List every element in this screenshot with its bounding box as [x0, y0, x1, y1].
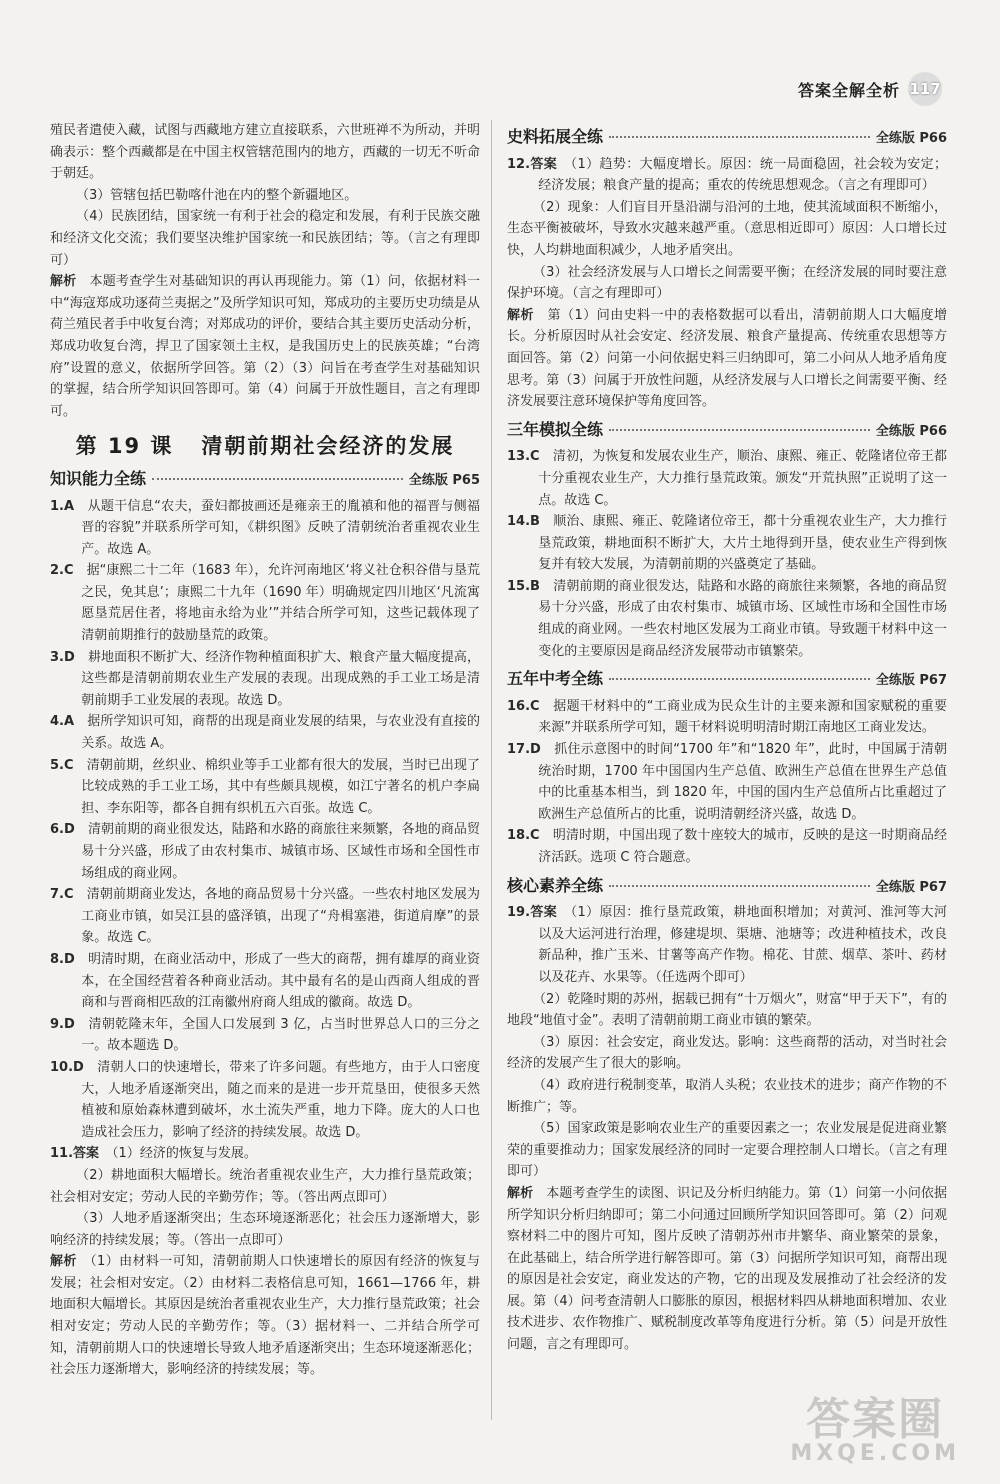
answer-item	[507, 825, 947, 868]
answer-item	[507, 446, 947, 511]
answer-item	[50, 1057, 480, 1143]
item-text: 据所学知识可知，商帮的出现是商业发展的结果，与农业没有直接的关系。故选 A。	[81, 714, 480, 752]
item-text: 明清时期，中国出现了数十座较大的城市，反映的是这一时期商品经济活跃。选项 C 符合题意。	[538, 828, 947, 865]
answer-item	[507, 511, 947, 576]
item-number: 10.D	[50, 1059, 84, 1075]
lesson-title: 清朝前期社会经济的发展	[201, 434, 455, 459]
section-ref: 全练版 P65	[408, 472, 480, 488]
item-number: 2.C	[50, 563, 74, 579]
item-text: 从题干信息“农夫，蚕妇都披画还是雍亲王的胤禛和他的福晋与侧福晋的容貌”并联系所学可知，《耕织图》反映了清朝统治者重视农业生产。故选 A。	[81, 498, 480, 557]
section-title: 五年中考全练	[507, 669, 604, 689]
section-header	[507, 419, 947, 443]
watermark-sub: MXQE.COM	[790, 1441, 960, 1466]
answer-paragraph: （5）国家政策是影响农业生产的重要因素之一；农业发展是促进商业繁荣的重要推动力；国家发展经济的同时一定要合理控制人口增长。（言之有理即可）	[507, 1121, 947, 1180]
answer-paragraph: （2）乾隆时期的苏州，据载已拥有“十万烟火”，财富“甲于天下”，有的地段“地值寸金”。表明了清朝前期工商业市镇的繁荣。	[507, 991, 947, 1029]
continued-paragraph: 殖民者遣使入藏，试图与西藏地方建立直接联系，六世班禅不为所动，并明确表示：整个西藏都是在中国主权管辖范围内的地方，西藏的一切无不听命于朝廷。	[50, 123, 480, 182]
answer-item	[507, 739, 947, 825]
section-header	[507, 126, 947, 150]
column-divider	[491, 120, 492, 1420]
item-text: 清朝前期的商业很发达，陆路和水路的商旅往来频繁，各地的商品贸易十分兴盛，形成了由农村集市、城镇市场、区域性市场和全国性市场组成的商业网。	[81, 822, 480, 881]
item-text: 据“康熙二十二年（1683 年），允许河南地区‘将义社仓积谷借与垦荒之民，免其息’；康熙二十九年（1690 年）明确规定四川地区‘凡流寓愿垦荒居住者，将地亩永给为业’”并结合所学可知，这些记载体现了清朝前期推行的鼓励垦荒的政策。	[81, 563, 480, 644]
answer-item	[507, 154, 947, 197]
analysis-label: 解析	[507, 1185, 534, 1201]
item-text: （1）原因：推行垦荒政策，耕地面积增加；对黄河、淮河等大河以及大运河进行治理，修建堤坝、渠塘、池塘等；改进种植技术，改良新品种，推广玉米、甘薯等高产作物。棉花、甘蔗、烟草、茶叶、药材以及花卉、水果等。（任选两个即可）	[538, 905, 947, 985]
answer-paragraph: （3）人地矛盾逐渐突出；生态环境逐渐恶化；社会压力逐渐增大，影响经济的持续发展；等。（答出一点即可）	[50, 1211, 480, 1248]
analysis-block	[507, 1183, 947, 1356]
site-watermark	[790, 1394, 960, 1466]
item-number: 12.答案	[507, 156, 558, 172]
answer-item	[50, 711, 480, 754]
section-dots	[609, 678, 870, 680]
analysis-text: 本题考查学生对基础知识的再认再现能力。第（1）问，依据材料一中“海寇郑成功逐荷兰夷据之”及所学知识可知，郑成功的主要历史功绩是从荷兰殖民者手中收复台湾；对郑成功的评价，要结合其主要历史活动分析，郑成功收复台湾，捍卫了国家领土主权，是我国历史上的民族英雄；“台湾府”设置的意义，依据所学回答。第（2）（3）问旨在考查学生对基础知识的掌握，结合所学知识回答即可。第（4）问属于开放性题目，言之有理即可。	[50, 274, 480, 419]
header-title: 答案全解全析	[797, 80, 900, 100]
section-header	[507, 875, 947, 899]
item-number: 18.C	[507, 828, 540, 844]
left-column	[50, 120, 480, 1381]
lesson-heading	[50, 436, 480, 458]
item-number: 6.D	[50, 822, 75, 838]
answer-item	[50, 1143, 480, 1165]
answer-item	[50, 755, 480, 820]
lesson-number: 第 19 课	[75, 434, 174, 459]
answer-item	[50, 1014, 480, 1057]
right-column	[507, 120, 947, 1356]
item-number: 14.B	[507, 514, 540, 530]
answer-paragraph: （3）社会经济发展与人口增长之间需要平衡；在经济发展的同时要注意保护环境。（言之有理即可）	[507, 264, 947, 302]
section-ref: 全练版 P66	[875, 131, 947, 146]
analysis-block	[507, 305, 947, 413]
section-title: 三年模拟全练	[507, 419, 604, 439]
section-dots	[609, 885, 870, 887]
item-number: 7.C	[50, 887, 74, 903]
item-number: 9.D	[50, 1016, 75, 1032]
section-ref: 全练版 P67	[875, 879, 947, 895]
section-ref: 全练版 P67	[875, 673, 947, 689]
item-number: 19.答案	[507, 905, 558, 921]
item-number: 15.B	[507, 578, 540, 594]
item-number: 17.D	[507, 742, 541, 758]
page-header	[798, 72, 942, 106]
answer-item	[50, 496, 480, 561]
answer-item	[50, 819, 480, 884]
answer-item	[50, 884, 480, 949]
item-text: 清朝乾隆末年，全国人口发展到 3 亿，占当时世界总人口的三分之一。故本题选 D。	[81, 1016, 480, 1054]
continued-paragraph: （4）民族团结，国家统一有利于社会的稳定和发展，有利于民族交融和经济文化交流；我们要坚决维护国家统一和民族团结；等。（言之有理即可）	[50, 209, 480, 268]
item-text: 清朝人口的快速增长，带来了许多问题。有些地方，由于人口密度大，人地矛盾逐渐突出，随之而来的是进一步开荒垦田，使很多天然植被和原始森林遭到破坏，水土流失严重，地力下降。庞大的人口也造成社会压力，影响了经济的持续发展。故选 D。	[81, 1059, 480, 1140]
item-text: 清初，为恢复和发展农业生产，顺治、康熙、雍正、乾隆诸位帝王都十分重视农业生产，大力推行垦荒政策。颁发“开荒执照”正说明了这一点。故选 C。	[538, 449, 947, 508]
item-text: 清朝前期的商业很发达，陆路和水路的商旅往来频繁，各地的商品贸易十分兴盛，形成了由农村集市、城镇市场、区域性市场和全国性市场组成的商业网。一些农村地区发展为工商业市镇。导致题干材料中这一变化的主要原因是商品经济发展带动市镇繁荣。	[538, 578, 947, 659]
answer-item	[507, 696, 947, 739]
continued-paragraph: （3）管辖包括巴勒喀什池在内的整个新疆地区。	[76, 187, 358, 203]
section-ref: 全练版 P66	[875, 423, 947, 439]
answer-paragraph: （3）原因：社会安定，商业发达。影响：这些商帮的活动，对当时社会经济的发展产生了很大的影响。	[507, 1034, 947, 1072]
answer-item	[507, 902, 947, 988]
analysis-block	[50, 271, 480, 422]
answer-paragraph: （2）耕地面积大幅增长。统治者重视农业生产，大力推行垦荒政策；社会相对安定；劳动人民的辛勤劳作；等。（答出两点即可）	[50, 1167, 480, 1205]
item-text: 抓住示意图中的时间“1700 年”和“1820 年”，此时，中国属于清朝统治时期，1700 年中国国内生产总值、欧洲生产总值在世界生产总值中的比重基本相当，到 1820 年，中国的国内生产总值所占比重超过了欧洲生产总值所占的比重，说明清朝经济兴盛，故选 D。	[538, 742, 947, 822]
page-number-badge: 117	[908, 72, 942, 106]
analysis-text: 本题考查学生的读图、识记及分析归纳能力。第（1）问第一小问依据所学知识分析归纳即可；第二小问通过回顾所学知识回答即可。第（2）问观察材料二中的图片可知，图片反映了清朝苏州市井繁华、商业繁荣的景象，在此基础上，结合所学进行解答即可。第（3）问据所学知识可知，商帮出现的原因是社会安定，商业发达的产物，它的出现及发展推动了社会经济的发展。第（4）问考查清朝人口膨胀的原因，根据材料四从耕地面积增加、农业技术进步、农作物推广、赋税制度改革等角度进行分析。第（5）问是开放性问题，言之有理即可。	[507, 1185, 947, 1353]
item-text: （1）趋势：大幅度增长。原因：统一局面稳固，社会较为安定；经济发展；粮食产量的提高；重农的传统思想观念。（言之有理即可）	[538, 156, 947, 194]
item-number: 8.D	[50, 951, 75, 967]
item-number: 5.C	[50, 757, 74, 773]
item-number: 13.C	[507, 449, 540, 465]
analysis-label: 解析	[50, 274, 77, 290]
item-number: 16.C	[507, 698, 540, 714]
item-number: 11.答案	[50, 1146, 100, 1162]
analysis-label: 解析	[50, 1254, 77, 1270]
item-text: 耕地面积不断扩大、经济作物种植面积扩大、粮食产量大幅度提高，这些都是清朝前期农业生产发展的表现。出现成熟的手工业工场是清朝前期手工业发展的表现。故选 D。	[81, 649, 480, 708]
section-header	[50, 468, 480, 492]
answer-item	[50, 949, 480, 1014]
item-number: 3.D	[50, 649, 75, 665]
answer-item	[50, 560, 480, 646]
item-text: 顺治、康熙、雍正、乾隆诸位帝王，都十分重视农业生产，大力推行垦荒政策，耕地面积不断扩大，大片土地得到开垦，使农业生产得到恢复并有较大发展，为清朝前期的兴盛奠定了基础。	[538, 514, 947, 573]
analysis-block	[50, 1251, 480, 1381]
answer-item	[50, 647, 480, 712]
analysis-label: 解析	[507, 307, 534, 323]
section-dots	[609, 136, 870, 138]
watermark-main: 答案圈	[806, 1394, 945, 1445]
analysis-text: （1）由材料一可知，清朝前期人口快速增长的原因有经济的恢复与发展；社会相对安定。（2）由材料二表格信息可知，1661—1766 年，耕地面积大幅增长。其原因是统治者重视农业生产，大力推行垦荒政策；社会相对安定；劳动人民的辛勤劳作；等。（3）据材料一、二并结合所学可知，清朝前期人口的快速增长导致人地矛盾逐渐突出；生态环境逐渐恶化；社会压力逐渐增大，影响经济的持续发展；等。	[50, 1254, 480, 1378]
section-title: 知识能力全练	[50, 468, 147, 488]
item-text: 明清时期，在商业活动中，形成了一些大的商帮，拥有雄厚的商业资本，在全国经营着各种商业活动。其中最有名的是山西商人组成的晋商和与晋商相匹敌的江南徽州府商人组成的徽商。故选 D。	[81, 951, 480, 1011]
section-dots	[152, 478, 403, 480]
section-dots	[609, 429, 870, 431]
analysis-text: 第（1）问由史料一中的表格数据可以看出，清朝前期人口大幅度增长。分析原因时从社会安定、经济发展、粮食产量提高、传统重农思想等方面回答。第（2）问第一小问依据史料三归纳即可，第二小问从人地矛盾角度思考。第（3）问属于开放性问题，从经济发展与人口增长之间需要平衡、经济发展要注意环境保护等角度回答。	[507, 307, 947, 410]
section-header	[507, 668, 947, 692]
item-text: 清朝前期商业发达，各地的商品贸易十分兴盛。一些农村地区发展为工商业市镇，如吴江县的盛泽镇，出现了“舟楫塞港，街道肩摩”的景象。故选 C。	[81, 887, 480, 946]
section-title: 核心素养全练	[507, 875, 604, 895]
answer-paragraph: （2）现象：人们盲目开垦沿湖与沿河的土地，使其流域面积不断缩小，生态平衡被破坏，导致水灾越来越严重。（意思相近即可）原因：人口增长过快，人均耕地面积减少，人地矛盾突出。	[507, 199, 947, 258]
answer-paragraph: （4）政府进行税制变革，取消人头税；农业技术的进步；商产作物的不断推广；等。	[507, 1077, 947, 1115]
section-title: 史料拓展全练	[507, 127, 604, 146]
item-number: 1.A	[50, 498, 75, 514]
item-text: 据题干材料中的“工商业成为民众生计的主要来源和国家赋税的重要来源”并联系所学可知，题干材料说明明清时期江南地区工商业发达。	[538, 698, 947, 736]
item-number: 4.A	[50, 714, 75, 730]
item-text: （1）经济的恢复与发展。	[112, 1146, 257, 1162]
item-text: 清朝前期，丝织业、棉织业等手工业都有很大的发展，当时已出现了比较成熟的手工业工场，其中有些颇具规模，如江宁著名的机户李扁担、李东阳等，都各自拥有织机五六百张。故选 C。	[81, 757, 480, 816]
answer-item	[507, 576, 947, 662]
